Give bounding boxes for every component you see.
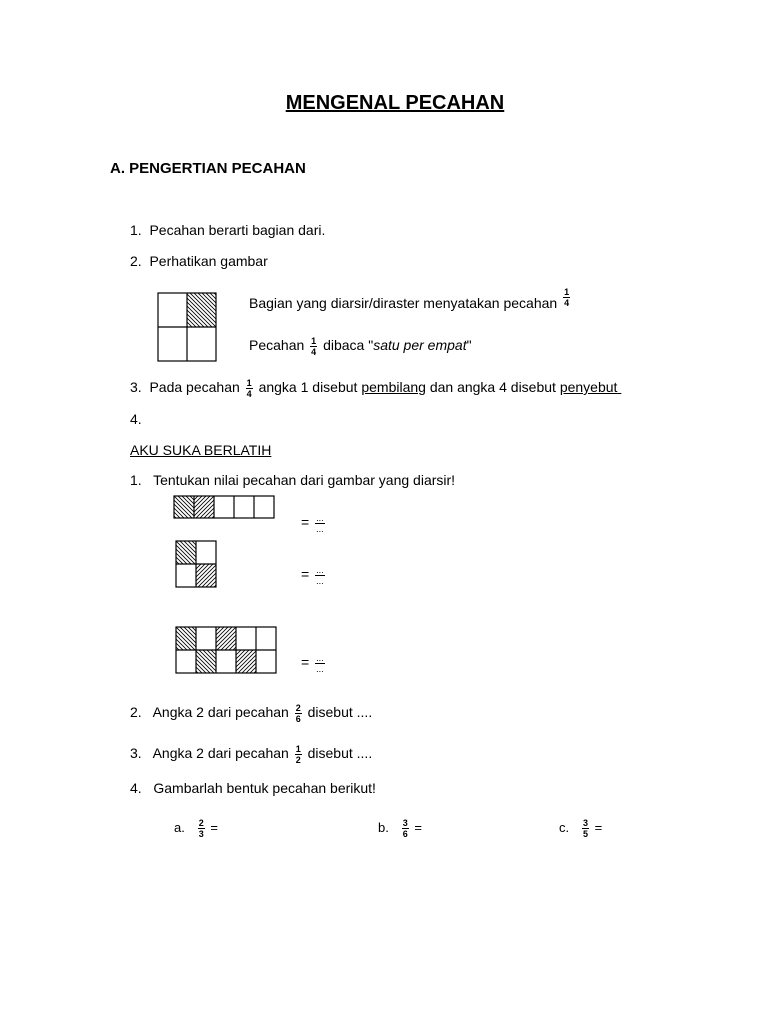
fraction: $\frac{3}{5}$ <box>582 818 588 839</box>
fraction: $\frac{1}{4}$ <box>246 378 252 399</box>
caption-text: Pecahan <box>249 337 305 354</box>
section-heading: A. PENGERTIAN PECAHAN <box>110 160 306 177</box>
quarter-grid-figure <box>158 293 218 363</box>
figure-caption-1 <box>249 287 572 315</box>
term-denominator: penyebut <box>559 379 618 396</box>
list-item <box>130 411 142 427</box>
item-number: 1. <box>130 222 142 238</box>
question-text: Gambarlah bentuk pecahan berikut! <box>153 780 376 796</box>
practice-heading: AKU SUKA BERLATIH <box>130 442 272 458</box>
fraction: $\frac{1}{4}$ <box>311 336 317 357</box>
item-text: Pecahan berarti bagian dari. <box>149 222 326 238</box>
item-number: 4. <box>130 411 142 427</box>
answer-blank: = $\frac{...}{...}$ <box>301 513 324 534</box>
item-number: 4. <box>130 780 142 796</box>
rect-grid-figure <box>176 627 278 675</box>
answer-blank: = $\frac{...}{...}$ <box>301 653 324 674</box>
question: 3. Angka 2 dari pecahan $\frac{1}{2}$ disebut .... <box>130 744 373 765</box>
list-item <box>130 253 268 269</box>
question <box>130 780 376 796</box>
option-a: a. $\frac{2}{3}$ = <box>174 818 218 839</box>
item-number: 3. <box>130 379 142 396</box>
fraction: $\frac{1}{2}$ <box>295 744 301 765</box>
fraction: $\frac{3}{6}$ <box>402 818 408 839</box>
question: 2. Angka 2 dari pecahan $\frac{2}{6}$ disebut .... <box>130 703 373 724</box>
italic-reading: satu per empat <box>373 337 467 354</box>
strip-figure <box>174 496 276 520</box>
fraction: $\frac{2}{3}$ <box>198 818 204 839</box>
shaded-cell <box>187 293 216 327</box>
item-number: 3. <box>130 745 142 762</box>
option-b: b. $\frac{3}{6}$ = <box>378 818 422 839</box>
square-grid-figure <box>176 541 218 589</box>
item-number: 1. <box>130 472 142 488</box>
answer-blank: = $\frac{...}{...}$ <box>301 565 324 586</box>
caption-text: Bagian yang diarsir/diraster menyatakan pecahan <box>249 295 558 312</box>
item-number: 2. <box>130 704 142 721</box>
question-text: Tentukan nilai pecahan dari gambar yang diarsir! <box>153 472 456 488</box>
page-title: MENGENAL PECAHAN <box>285 92 505 114</box>
fraction: $\frac{1}{4}$ <box>564 287 570 308</box>
item-number: 2. <box>130 253 142 269</box>
fraction: $\frac{2}{6}$ <box>295 703 301 724</box>
figure-caption-2: Pecahan $\frac{1}{4}$ dibaca "satu per empat" <box>249 336 472 357</box>
option-c: c. $\frac{3}{5}$ = <box>559 818 603 839</box>
item-text: Perhatikan gambar <box>149 253 268 269</box>
question <box>130 472 455 488</box>
list-item: 3. Pada pecahan $\frac{1}{4}$ angka 1 disebut pembilang dan angka 4 disebut penyebut <box>130 378 618 399</box>
list-item <box>130 222 325 238</box>
term-numerator: pembilang <box>361 379 426 396</box>
